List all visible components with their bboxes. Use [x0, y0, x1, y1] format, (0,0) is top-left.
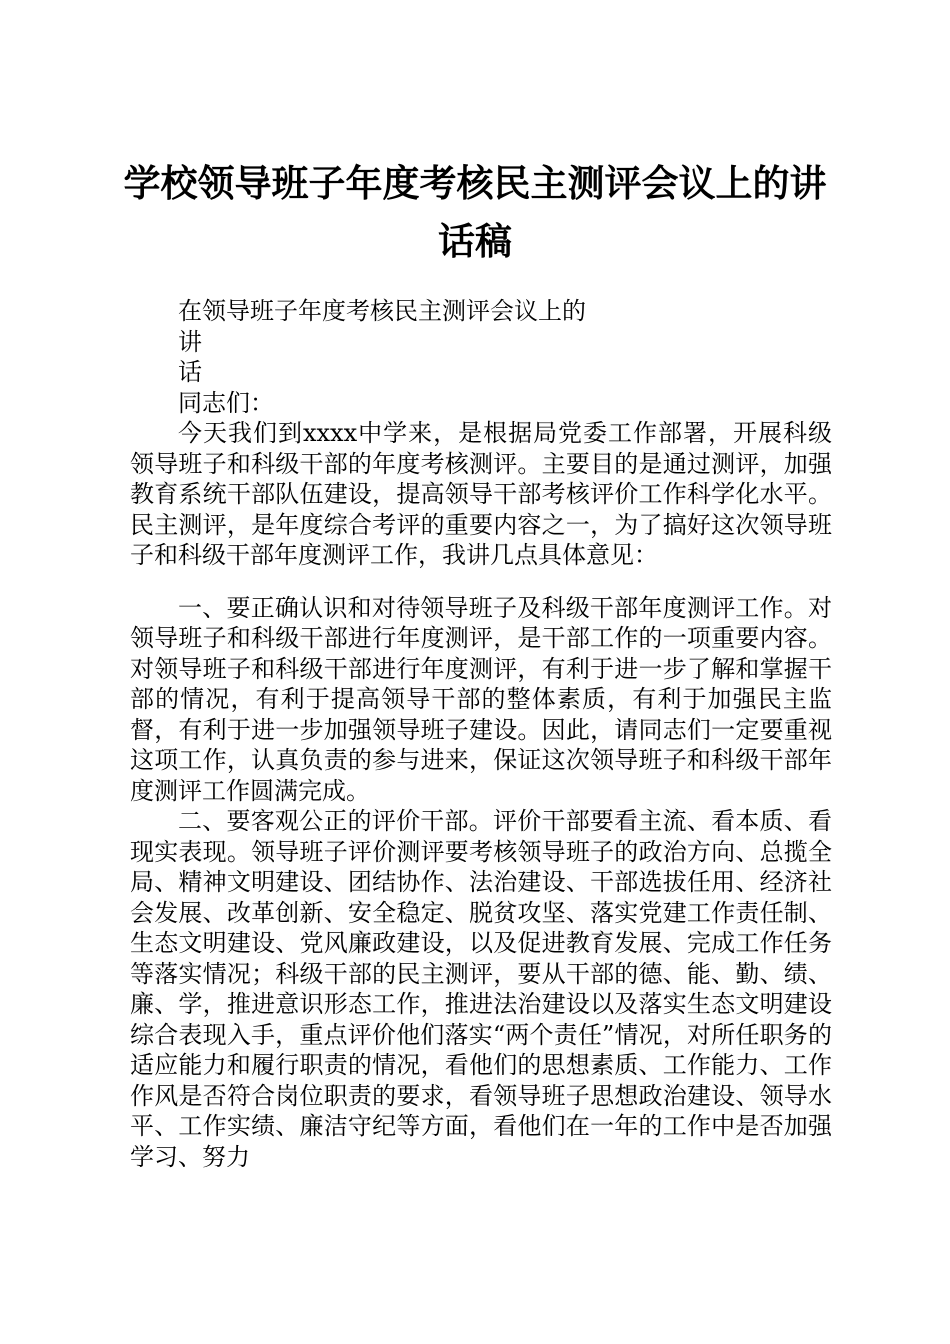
salutation: 同志们：: [178, 388, 274, 417]
subtitle-line-2: 讲: [178, 327, 202, 356]
paragraph-point-1: 一、要正确认识和对待领导班子及科级干部年度测评工作。对领导班子和科级干部进行年度测评，是干部工作的一项重要内容。对领导班子和科级干部进行年度测评，有利于进一步了解和掌握干部的情况，有利于提高领导干部的整体素质，有利于加强民主监督，有利于进一步加强领导班子建设。因此，请同志们一定要重视这项工作，认真负责的参与进来，保证这次领导班子和科级干部年度测评工作圆满完成。: [130, 593, 832, 805]
subtitle-line-1: 在领导班子年度考核民主测评会议上的: [178, 297, 586, 325]
paragraph-gap: [130, 571, 832, 593]
document-body: [130, 296, 832, 1172]
document-title: 学校领导班子年度考核民主测评会议上的讲话稿: [123, 161, 827, 263]
paragraph-point-2: 二、要客观公正的评价干部。评价干部要看主流、看本质、看现实表现。领导班子评价测评要考核领导班子的政治方向、总揽全局、精神文明建设、团结协作、法治建设、干部选拔任用、经济社会发展、改革创新、安全稳定、脱贫攻坚、落实党建工作责任制、生态文明建设、党风廉政建设，以及促进教育发展、完成工作任务等落实情况；科级干部的民主测评，要从干部的德、能、勤、绩、廉、学，推进意识形态工作，推进法治建设以及落实生态文明建设综合表现入手，重点评价他们落实“两个责任”情况，对所任职务的适应能力和履行职责的情况，看他们的思想素质、工作能力、工作作风是否符合岗位职责的要求，看领导班子思想政治建设、领导水平、工作实绩、廉洁守纪等方面，看他们在一年的工作中是否加强学习、努力: [130, 807, 832, 1171]
paragraph-intro: 今天我们到xxxx中学来，是根据局党委工作部署，开展科级领导班子和科级干部的年度考核测评。主要目的是通过测评，加强教育系统干部队伍建设，提高领导干部考核评价工作科学化水平。民主测评，是年度综合考评的重要内容之一，为了搞好这次领导班子和科级干部年度测评工作，我讲几点具体意见：: [130, 419, 832, 569]
subtitle-line-3: 话: [178, 358, 202, 386]
